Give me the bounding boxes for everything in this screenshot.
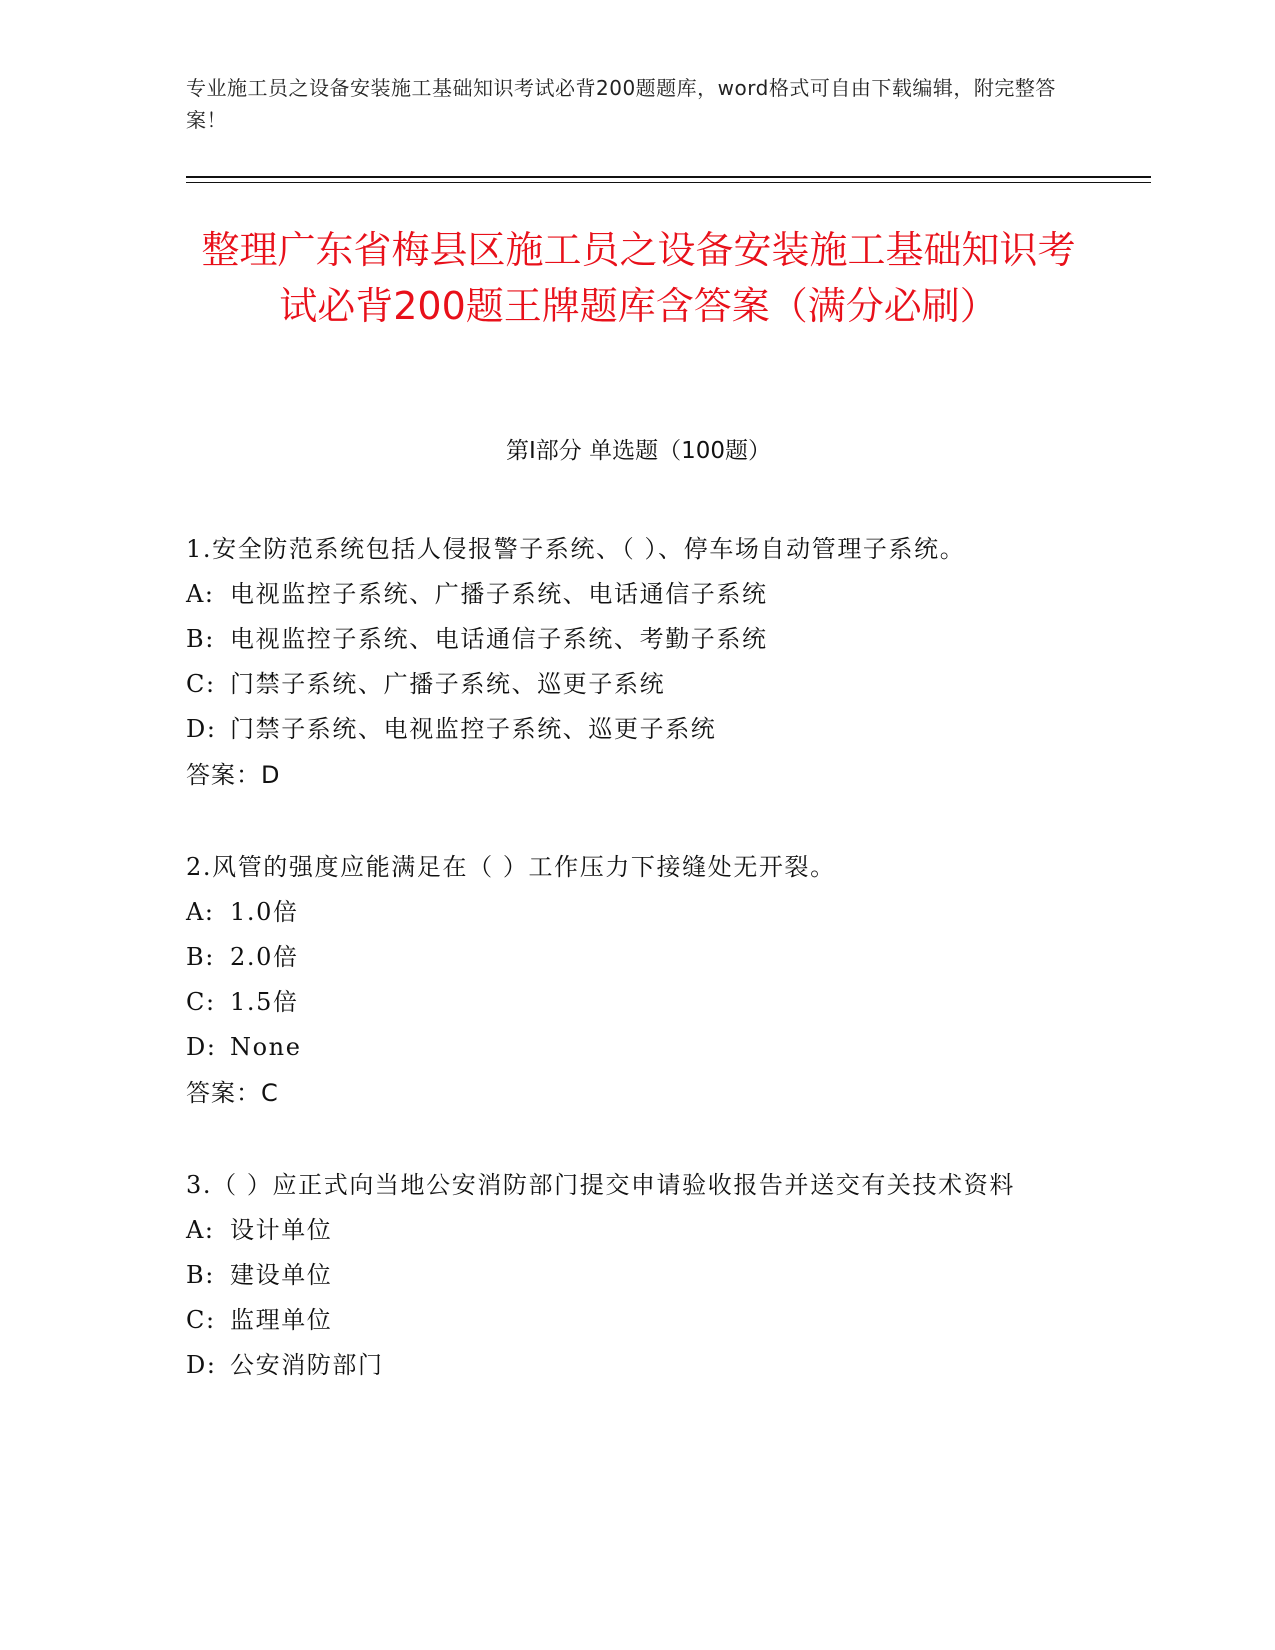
option-text: 1.5倍 <box>230 988 299 1016</box>
option-d <box>186 707 1086 752</box>
option-b <box>186 1253 1086 1298</box>
option-text: 电视监控子系统、广播子系统、电话通信子系统 <box>230 580 768 608</box>
option-c <box>186 1298 1086 1343</box>
option-text: 门禁子系统、广播子系统、巡更子系统 <box>230 670 666 698</box>
option-key: C: <box>186 1306 216 1334</box>
option-text: 2.0倍 <box>230 943 299 971</box>
option-d <box>186 1343 1086 1388</box>
option-key: A: <box>186 580 215 608</box>
option-text: 公安消防部门 <box>230 1351 384 1379</box>
header-rule-thin <box>186 182 1151 183</box>
question-2 <box>186 844 1086 1116</box>
question-list <box>186 526 1086 1434</box>
option-text: 电视监控子系统、电话通信子系统、考勤子系统 <box>230 625 768 653</box>
option-key: B: <box>186 943 215 971</box>
question-1 <box>186 526 1086 798</box>
option-text: 设计单位 <box>230 1216 333 1244</box>
option-key: D: <box>186 1351 217 1379</box>
option-key: C: <box>186 670 216 698</box>
answer: 答案：C <box>186 1079 279 1107</box>
option-key: D: <box>186 1033 217 1061</box>
header-rule-thick <box>186 176 1151 178</box>
option-text: 监理单位 <box>230 1306 333 1334</box>
question-stem: 1.安全防范系统包括人侵报警子系统、（ ）、停车场自动管理子系统。 <box>186 535 966 563</box>
option-c <box>186 980 1086 1025</box>
option-text: 建设单位 <box>230 1261 333 1289</box>
option-d <box>186 1025 1086 1070</box>
question-stem: 3.（ ）应正式向当地公安消防部门提交申请验收报告并送交有关技术资料 <box>186 1171 1015 1199</box>
option-key: B: <box>186 625 215 653</box>
option-key: A: <box>186 1216 215 1244</box>
section-title: 第I部分 单选题（100题） <box>506 438 771 464</box>
option-key: A: <box>186 898 215 926</box>
option-b <box>186 617 1086 662</box>
option-key: B: <box>186 1261 215 1289</box>
option-key: C: <box>186 988 216 1016</box>
document-title: 整理广东省梅县区施工员之设备安装施工基础知识考试必背200题王牌题库含答案（满分必刷） <box>201 228 1076 328</box>
question-3 <box>186 1162 1086 1388</box>
answer: 答案：D <box>186 761 281 789</box>
option-text: 1.0倍 <box>230 898 299 926</box>
option-key: D: <box>186 715 217 743</box>
option-text: None <box>230 1033 302 1061</box>
option-a <box>186 572 1086 617</box>
option-text: 门禁子系统、电视监控子系统、巡更子系统 <box>230 715 717 743</box>
option-a <box>186 890 1086 935</box>
option-b <box>186 935 1086 980</box>
option-a <box>186 1208 1086 1253</box>
option-c <box>186 662 1086 707</box>
question-stem: 2.风管的强度应能满足在（ ）工作压力下接缝处无开裂。 <box>186 853 836 881</box>
header-note: 专业施工员之设备安装施工基础知识考试必背200题题库，word格式可自由下载编辑，附完整答案！ <box>186 76 1056 132</box>
